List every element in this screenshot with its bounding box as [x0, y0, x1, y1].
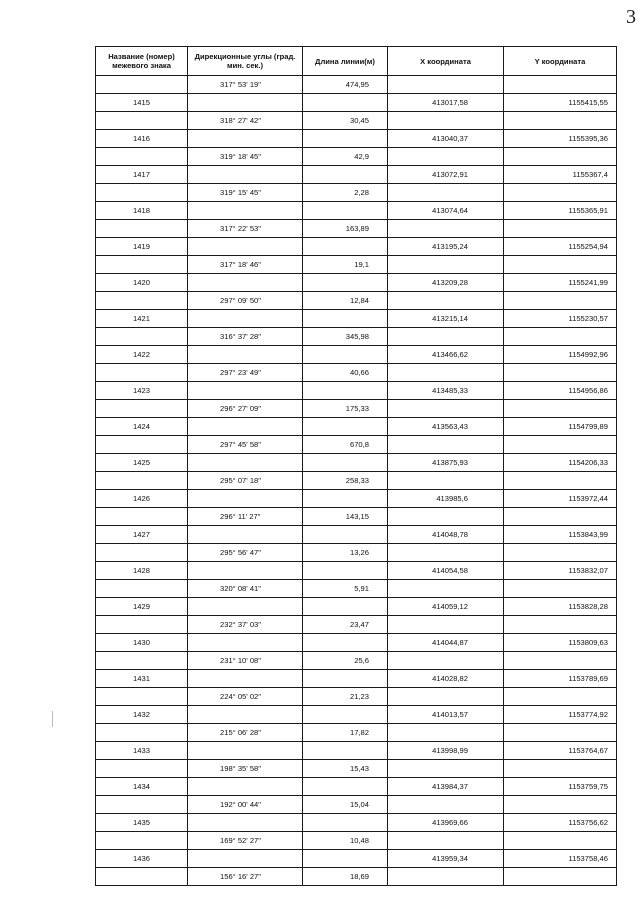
length-cell [303, 850, 388, 868]
line-length: 258,33 [303, 472, 388, 490]
point-row [96, 130, 617, 148]
angle-cell [188, 238, 303, 256]
point-name: 1428 [96, 562, 188, 580]
header-angle: Дирекционные углы (град. мин. сек.) [188, 47, 303, 76]
line-length: 19,1 [303, 256, 388, 274]
point-row [96, 778, 617, 796]
length-cell [303, 562, 388, 580]
x-cell [388, 760, 504, 778]
angle-cell [188, 130, 303, 148]
point-name-cell [96, 832, 188, 850]
line-length: 2,28 [303, 184, 388, 202]
x-coordinate: 413985,6 [388, 490, 504, 508]
point-name-cell [96, 796, 188, 814]
length-cell [303, 670, 388, 688]
x-coordinate: 413072,91 [388, 166, 504, 184]
angle-cell [188, 94, 303, 112]
direction-angle: 296° 27' 09" [188, 400, 303, 418]
x-coordinate: 414059,12 [388, 598, 504, 616]
point-name-cell [96, 652, 188, 670]
angle-cell [188, 670, 303, 688]
angle-cell [188, 634, 303, 652]
x-cell [388, 796, 504, 814]
y-coordinate: 1153828,28 [504, 598, 617, 616]
line-length: 15,04 [303, 796, 388, 814]
x-cell [388, 148, 504, 166]
x-cell [388, 868, 504, 886]
direction-angle: 231° 10' 08" [188, 652, 303, 670]
length-cell [303, 418, 388, 436]
segment-row [96, 328, 617, 346]
x-cell [388, 580, 504, 598]
direction-angle: 198° 35' 58" [188, 760, 303, 778]
length-cell [303, 526, 388, 544]
point-name-cell [96, 472, 188, 490]
point-row [96, 310, 617, 328]
point-name: 1429 [96, 598, 188, 616]
point-name-cell [96, 400, 188, 418]
y-coordinate: 1153843,99 [504, 526, 617, 544]
length-cell [303, 238, 388, 256]
direction-angle: 295° 56' 47" [188, 544, 303, 562]
segment-row [96, 652, 617, 670]
line-length: 175,33 [303, 400, 388, 418]
y-cell [504, 76, 617, 94]
angle-cell [188, 850, 303, 868]
y-cell [504, 184, 617, 202]
point-name-cell [96, 256, 188, 274]
x-cell [388, 220, 504, 238]
point-name: 1430 [96, 634, 188, 652]
y-coordinate: 1153758,46 [504, 850, 617, 868]
direction-angle: 318° 27' 42" [188, 112, 303, 130]
segment-row [96, 796, 617, 814]
line-length: 40,66 [303, 364, 388, 382]
point-name: 1421 [96, 310, 188, 328]
segment-row [96, 148, 617, 166]
segment-row [96, 400, 617, 418]
direction-angle: 297° 09' 50" [188, 292, 303, 310]
x-coordinate: 413998,99 [388, 742, 504, 760]
table-body [96, 76, 617, 886]
angle-cell [188, 346, 303, 364]
point-name-cell [96, 616, 188, 634]
y-cell [504, 436, 617, 454]
direction-angle: 320° 08' 41" [188, 580, 303, 598]
y-cell [504, 796, 617, 814]
point-row [96, 850, 617, 868]
point-row [96, 454, 617, 472]
point-name-cell [96, 724, 188, 742]
direction-angle: 317° 53' 19" [188, 76, 303, 94]
point-row [96, 706, 617, 724]
line-length: 18,69 [303, 868, 388, 886]
point-row [96, 670, 617, 688]
angle-cell [188, 166, 303, 184]
y-cell [504, 724, 617, 742]
x-cell [388, 472, 504, 490]
length-cell [303, 742, 388, 760]
x-coordinate: 414054,58 [388, 562, 504, 580]
line-length: 12,84 [303, 292, 388, 310]
segment-row [96, 580, 617, 598]
y-cell [504, 832, 617, 850]
point-name: 1436 [96, 850, 188, 868]
y-cell [504, 220, 617, 238]
line-length: 21,23 [303, 688, 388, 706]
direction-angle: 316° 37' 28" [188, 328, 303, 346]
point-row [96, 418, 617, 436]
segment-row [96, 760, 617, 778]
x-coordinate: 414044,87 [388, 634, 504, 652]
length-cell [303, 382, 388, 400]
line-length: 474,95 [303, 76, 388, 94]
direction-angle: 319° 18' 45" [188, 148, 303, 166]
direction-angle: 156° 16' 27" [188, 868, 303, 886]
line-length: 143,15 [303, 508, 388, 526]
direction-angle: 297° 23' 49" [188, 364, 303, 382]
point-row [96, 814, 617, 832]
segment-row [96, 220, 617, 238]
point-name: 1424 [96, 418, 188, 436]
direction-angle: 224° 05' 02" [188, 688, 303, 706]
x-cell [388, 652, 504, 670]
y-cell [504, 400, 617, 418]
line-length: 25,6 [303, 652, 388, 670]
x-cell [388, 256, 504, 274]
point-name-cell [96, 112, 188, 130]
x-coordinate: 413485,33 [388, 382, 504, 400]
point-row [96, 562, 617, 580]
x-coordinate: 414048,78 [388, 526, 504, 544]
line-length: 163,89 [303, 220, 388, 238]
angle-cell [188, 202, 303, 220]
y-cell [504, 364, 617, 382]
point-name: 1431 [96, 670, 188, 688]
segment-row [96, 508, 617, 526]
y-cell [504, 112, 617, 130]
point-name: 1426 [96, 490, 188, 508]
y-coordinate: 1154206,33 [504, 454, 617, 472]
y-coordinate: 1153972,44 [504, 490, 617, 508]
x-cell [388, 688, 504, 706]
line-length: 17,82 [303, 724, 388, 742]
y-cell [504, 544, 617, 562]
y-cell [504, 328, 617, 346]
y-coordinate: 1155241,99 [504, 274, 617, 292]
y-cell [504, 472, 617, 490]
point-name-cell [96, 868, 188, 886]
y-cell [504, 688, 617, 706]
point-name: 1422 [96, 346, 188, 364]
point-row [96, 238, 617, 256]
angle-cell [188, 490, 303, 508]
x-coordinate: 414028,82 [388, 670, 504, 688]
segment-row [96, 112, 617, 130]
x-cell [388, 364, 504, 382]
point-name: 1415 [96, 94, 188, 112]
segment-row [96, 724, 617, 742]
point-row [96, 346, 617, 364]
point-name-cell [96, 544, 188, 562]
direction-angle: 296° 11' 27" [188, 508, 303, 526]
y-coordinate: 1153764,67 [504, 742, 617, 760]
x-cell [388, 328, 504, 346]
length-cell [303, 130, 388, 148]
point-name-cell [96, 760, 188, 778]
x-coordinate: 413875,93 [388, 454, 504, 472]
y-cell [504, 580, 617, 598]
x-cell [388, 724, 504, 742]
x-cell [388, 112, 504, 130]
point-name-cell [96, 328, 188, 346]
length-cell [303, 274, 388, 292]
x-coordinate: 413195,24 [388, 238, 504, 256]
y-coordinate: 1153774,92 [504, 706, 617, 724]
y-coordinate: 1155415,55 [504, 94, 617, 112]
y-coordinate: 1154799,89 [504, 418, 617, 436]
page-number: 3 [626, 6, 636, 28]
angle-cell [188, 418, 303, 436]
point-row [96, 742, 617, 760]
segment-row [96, 436, 617, 454]
segment-row [96, 364, 617, 382]
length-cell [303, 202, 388, 220]
line-length: 42,9 [303, 148, 388, 166]
y-cell [504, 616, 617, 634]
x-cell [388, 184, 504, 202]
length-cell [303, 634, 388, 652]
y-cell [504, 508, 617, 526]
header-length: Длина линии(м) [303, 47, 388, 76]
angle-cell [188, 274, 303, 292]
length-cell [303, 598, 388, 616]
point-name-cell [96, 508, 188, 526]
point-name: 1435 [96, 814, 188, 832]
direction-angle: 297° 45' 58" [188, 436, 303, 454]
line-length: 23,47 [303, 616, 388, 634]
header-name: Название (номер) межевого знака [96, 47, 188, 76]
y-coordinate: 1153759,75 [504, 778, 617, 796]
y-coordinate: 1155395,36 [504, 130, 617, 148]
x-cell [388, 832, 504, 850]
segment-row [96, 256, 617, 274]
point-name: 1423 [96, 382, 188, 400]
segment-row [96, 688, 617, 706]
angle-cell [188, 382, 303, 400]
length-cell [303, 490, 388, 508]
x-cell [388, 400, 504, 418]
header-y: Y координата [504, 47, 617, 76]
y-cell [504, 256, 617, 274]
point-name: 1419 [96, 238, 188, 256]
y-coordinate: 1154956,86 [504, 382, 617, 400]
point-name: 1432 [96, 706, 188, 724]
point-name: 1434 [96, 778, 188, 796]
scan-mark [52, 711, 53, 727]
x-coordinate: 414013,57 [388, 706, 504, 724]
angle-cell [188, 454, 303, 472]
point-name: 1433 [96, 742, 188, 760]
x-coordinate: 413984,37 [388, 778, 504, 796]
segment-row [96, 472, 617, 490]
y-cell [504, 652, 617, 670]
length-cell [303, 454, 388, 472]
x-coordinate: 413209,28 [388, 274, 504, 292]
angle-cell [188, 778, 303, 796]
line-length: 15,43 [303, 760, 388, 778]
y-cell [504, 292, 617, 310]
segment-row [96, 76, 617, 94]
angle-cell [188, 598, 303, 616]
point-row [96, 634, 617, 652]
point-name-cell [96, 184, 188, 202]
x-cell [388, 292, 504, 310]
line-length: 13,26 [303, 544, 388, 562]
x-cell [388, 76, 504, 94]
x-coordinate: 413040,37 [388, 130, 504, 148]
x-cell [388, 616, 504, 634]
direction-angle: 215° 06' 28" [188, 724, 303, 742]
point-name-cell [96, 220, 188, 238]
x-coordinate: 413017,58 [388, 94, 504, 112]
line-length: 30,45 [303, 112, 388, 130]
y-coordinate: 1154992,96 [504, 346, 617, 364]
header-x: X координата [388, 47, 504, 76]
direction-angle: 319° 15' 45" [188, 184, 303, 202]
length-cell [303, 94, 388, 112]
direction-angle: 192° 00' 44" [188, 796, 303, 814]
segment-row [96, 868, 617, 886]
length-cell [303, 346, 388, 364]
point-name: 1416 [96, 130, 188, 148]
point-row [96, 94, 617, 112]
point-row [96, 202, 617, 220]
angle-cell [188, 742, 303, 760]
segment-row [96, 292, 617, 310]
y-coordinate: 1155365,91 [504, 202, 617, 220]
y-cell [504, 760, 617, 778]
point-name: 1418 [96, 202, 188, 220]
x-coordinate: 413959,34 [388, 850, 504, 868]
y-coordinate: 1153756,62 [504, 814, 617, 832]
y-cell [504, 868, 617, 886]
segment-row [96, 616, 617, 634]
length-cell [303, 310, 388, 328]
point-name-cell [96, 688, 188, 706]
line-length: 670,8 [303, 436, 388, 454]
length-cell [303, 706, 388, 724]
y-coordinate: 1153789,69 [504, 670, 617, 688]
point-name: 1427 [96, 526, 188, 544]
point-name: 1417 [96, 166, 188, 184]
length-cell [303, 814, 388, 832]
point-name-cell [96, 580, 188, 598]
point-row [96, 166, 617, 184]
segment-row [96, 184, 617, 202]
point-row [96, 274, 617, 292]
point-row [96, 526, 617, 544]
angle-cell [188, 706, 303, 724]
x-coordinate: 413563,43 [388, 418, 504, 436]
point-row [96, 490, 617, 508]
segment-row [96, 832, 617, 850]
length-cell [303, 778, 388, 796]
x-cell [388, 544, 504, 562]
y-coordinate: 1153832,07 [504, 562, 617, 580]
x-coordinate: 413215,14 [388, 310, 504, 328]
point-name: 1420 [96, 274, 188, 292]
point-name-cell [96, 292, 188, 310]
x-cell [388, 508, 504, 526]
point-row [96, 382, 617, 400]
point-name: 1425 [96, 454, 188, 472]
angle-cell [188, 562, 303, 580]
angle-cell [188, 310, 303, 328]
line-length: 345,98 [303, 328, 388, 346]
x-cell [388, 436, 504, 454]
line-length: 5,91 [303, 580, 388, 598]
point-name-cell [96, 436, 188, 454]
y-coordinate: 1155254,94 [504, 238, 617, 256]
y-coordinate: 1155367,4 [504, 166, 617, 184]
table-header-row [96, 47, 617, 76]
y-coordinate: 1153809,63 [504, 634, 617, 652]
direction-angle: 169° 52' 27" [188, 832, 303, 850]
point-name-cell [96, 148, 188, 166]
line-length: 10,48 [303, 832, 388, 850]
x-coordinate: 413466,62 [388, 346, 504, 364]
point-row [96, 598, 617, 616]
direction-angle: 317° 18' 46" [188, 256, 303, 274]
direction-angle: 317° 22' 53" [188, 220, 303, 238]
angle-cell [188, 814, 303, 832]
x-coordinate: 413969,66 [388, 814, 504, 832]
y-cell [504, 148, 617, 166]
point-name-cell [96, 364, 188, 382]
y-coordinate: 1155230,57 [504, 310, 617, 328]
length-cell [303, 166, 388, 184]
angle-cell [188, 526, 303, 544]
boundary-coordinates-table [95, 46, 617, 886]
direction-angle: 295° 07' 18" [188, 472, 303, 490]
x-coordinate: 413074,64 [388, 202, 504, 220]
direction-angle: 232° 37' 03" [188, 616, 303, 634]
point-name-cell [96, 76, 188, 94]
segment-row [96, 544, 617, 562]
